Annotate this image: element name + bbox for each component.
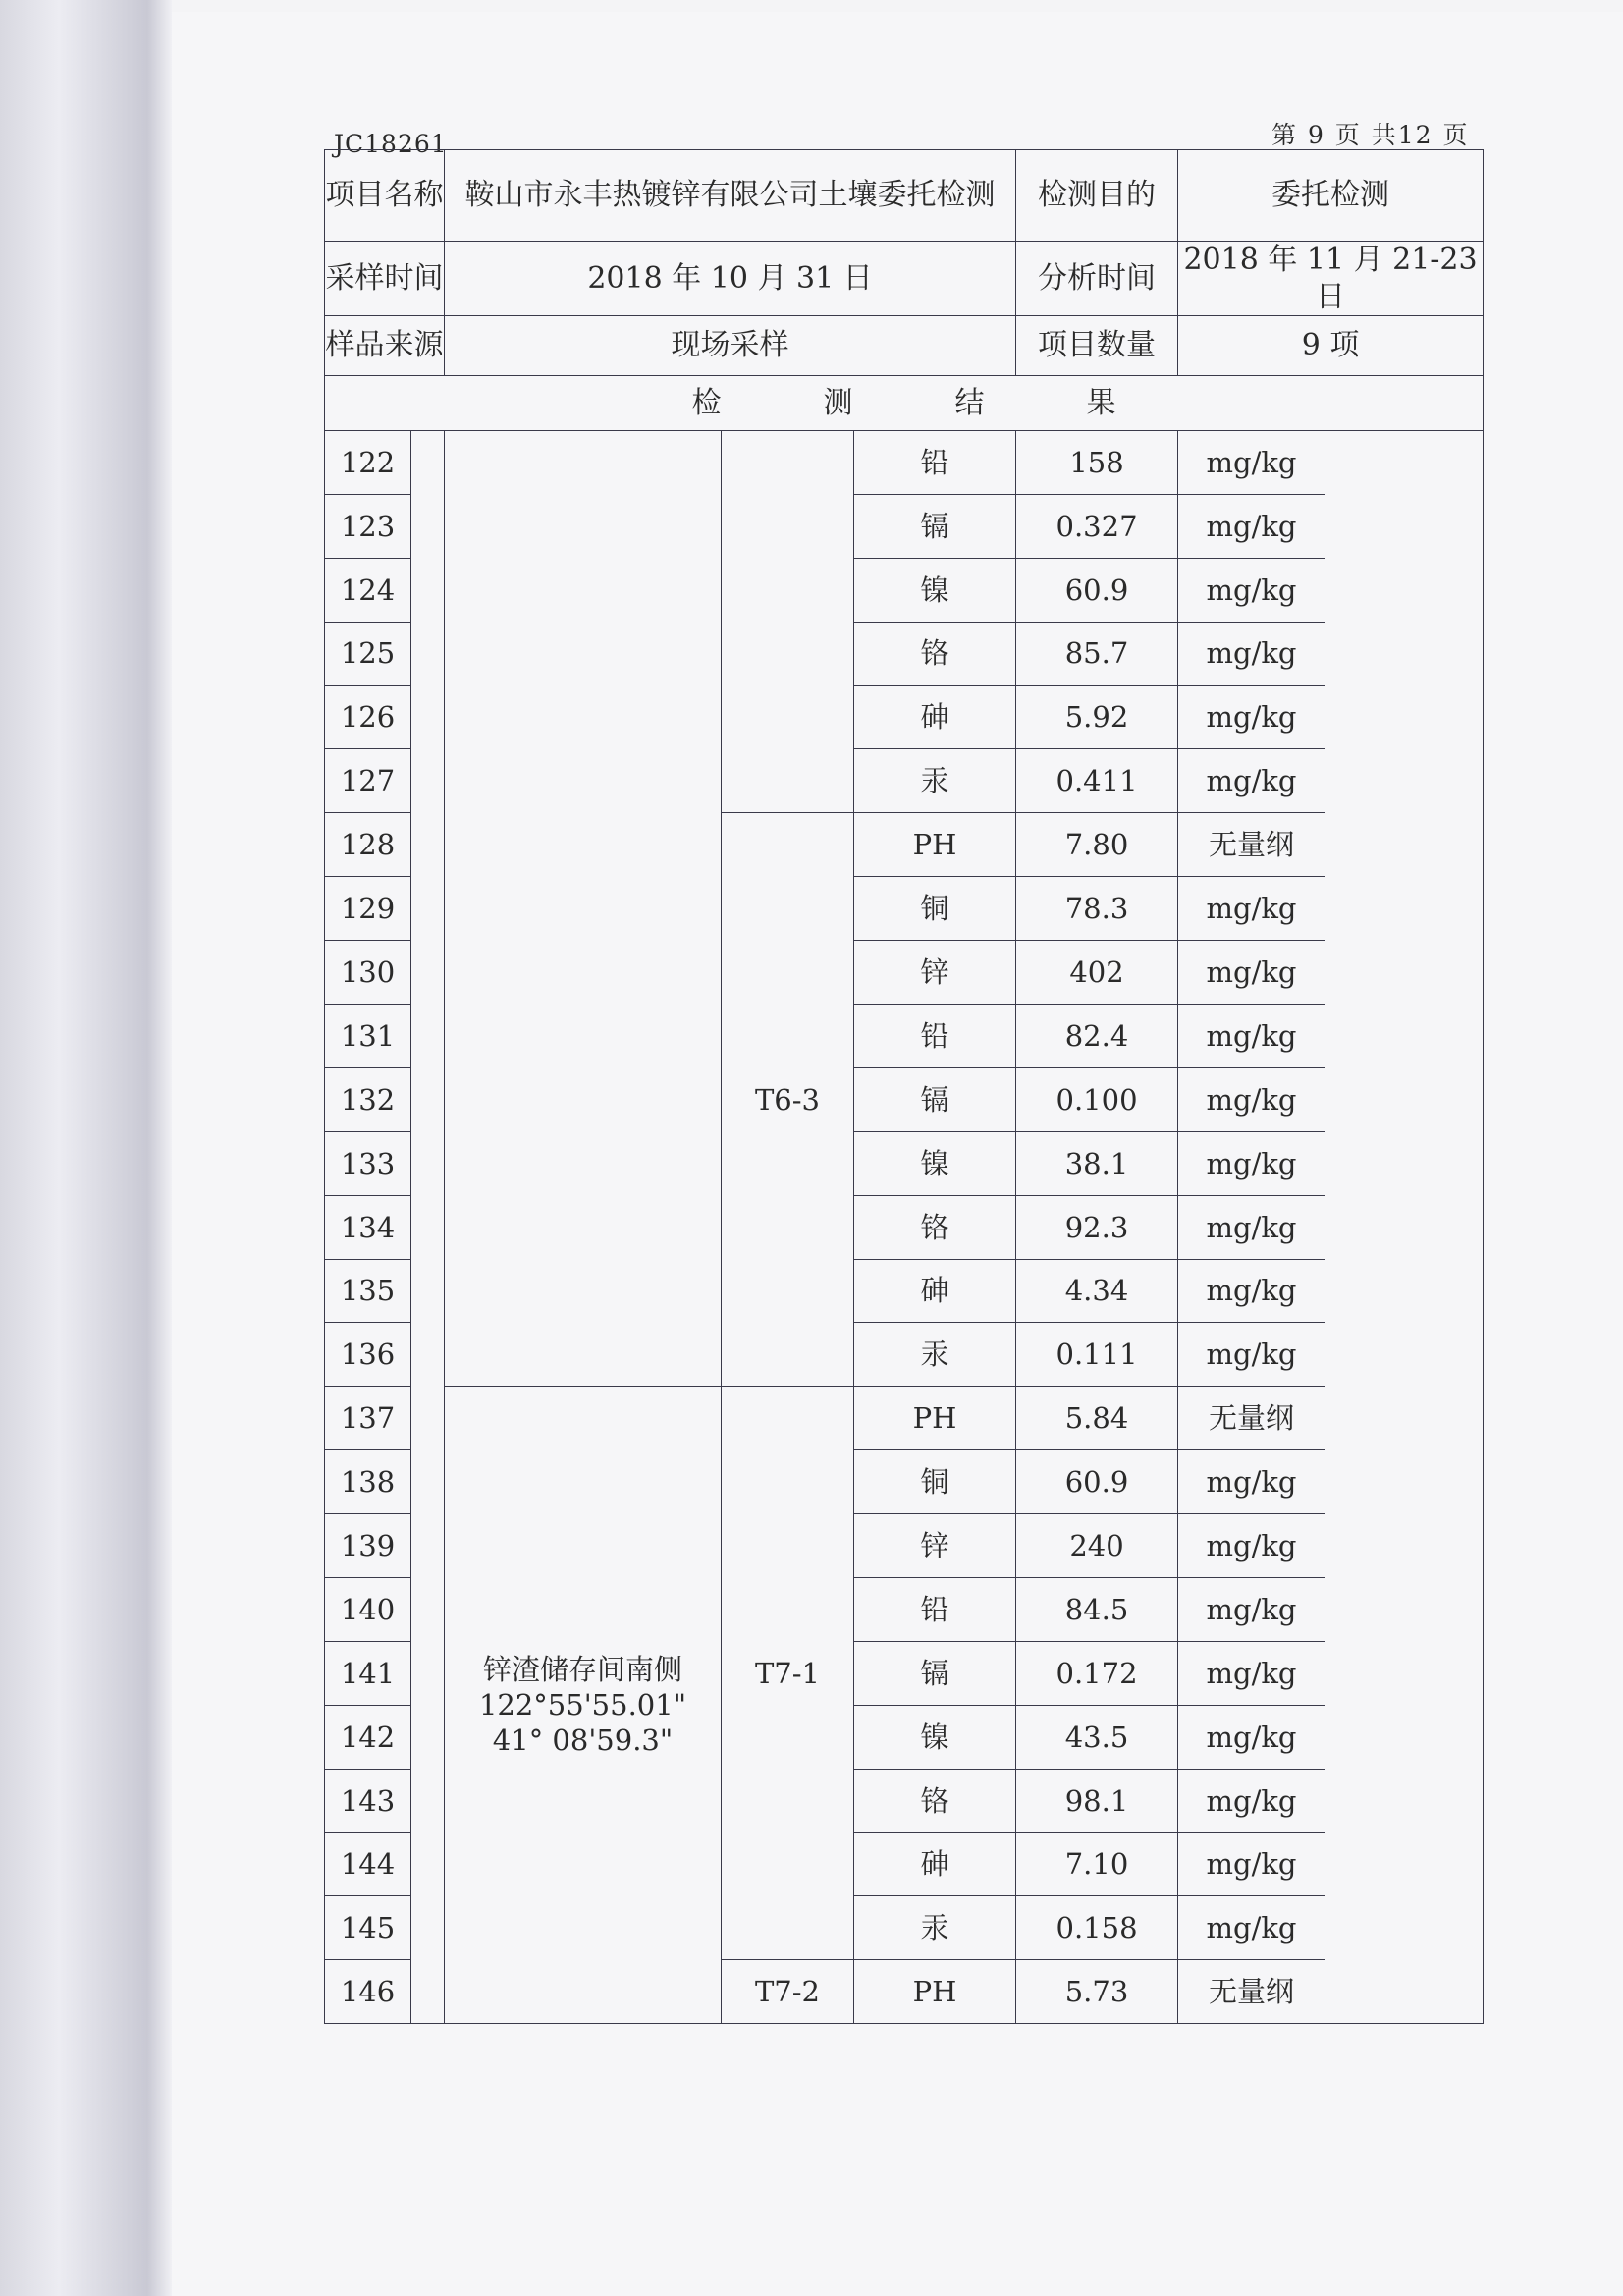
row-number: 126 (325, 685, 411, 749)
location-cell (445, 1387, 722, 2024)
info-row-time (325, 242, 1484, 316)
sampling-time-value: 2018 年 10 月 31 日 (445, 242, 1016, 316)
test-item: 镍 (854, 1131, 1016, 1195)
test-value: 5.73 (1016, 1960, 1178, 2024)
row-number: 134 (325, 1195, 411, 1259)
row-number: 146 (325, 1960, 411, 2024)
test-unit: mg/kg (1178, 431, 1325, 495)
row-number: 122 (325, 431, 411, 495)
purpose-value: 委托检测 (1178, 150, 1484, 242)
row-number: 130 (325, 941, 411, 1005)
test-unit: mg/kg (1178, 685, 1325, 749)
test-unit: mg/kg (1178, 1067, 1325, 1131)
test-value: 7.10 (1016, 1832, 1178, 1896)
test-unit: mg/kg (1178, 1323, 1325, 1387)
test-item: 铬 (854, 1195, 1016, 1259)
sample-id-cell-blank (722, 431, 854, 813)
blank-column (411, 431, 445, 2024)
report-code: JC18261 (334, 130, 448, 158)
test-unit: mg/kg (1178, 1896, 1325, 1960)
test-value: 60.9 (1016, 1450, 1178, 1514)
location-latitude: 41° 08'59.3" (492, 1723, 674, 1758)
row-number: 143 (325, 1769, 411, 1832)
sample-source-value: 现场采样 (445, 316, 1016, 376)
test-item: 锌 (854, 941, 1016, 1005)
test-value: 60.9 (1016, 558, 1178, 622)
row-number: 144 (325, 1832, 411, 1896)
test-item: 镉 (854, 1067, 1016, 1131)
test-item: 铜 (854, 877, 1016, 941)
test-unit: mg/kg (1178, 1514, 1325, 1578)
test-item: 镍 (854, 1705, 1016, 1769)
row-number: 139 (325, 1514, 411, 1578)
test-value: 5.84 (1016, 1387, 1178, 1450)
test-item: PH (854, 1960, 1016, 2024)
test-unit: mg/kg (1178, 1195, 1325, 1259)
row-number: 133 (325, 1131, 411, 1195)
test-unit: mg/kg (1178, 622, 1325, 685)
test-value: 78.3 (1016, 877, 1178, 941)
test-value: 158 (1016, 431, 1178, 495)
sample-id: T6-3 (722, 813, 854, 1387)
test-item: 锌 (854, 1514, 1016, 1578)
sample-id: T7-1 (722, 1387, 854, 1960)
test-unit: mg/kg (1178, 1769, 1325, 1832)
row-number: 141 (325, 1641, 411, 1705)
report-table (324, 149, 1484, 2024)
results-title-char: 果 (1086, 385, 1116, 420)
row-number: 138 (325, 1450, 411, 1514)
project-name-value: 鞍山市永丰热镀锌有限公司土壤委托检测 (445, 150, 1016, 242)
test-item: 铅 (854, 431, 1016, 495)
row-number: 135 (325, 1259, 411, 1323)
test-unit: mg/kg (1178, 941, 1325, 1005)
test-item: 砷 (854, 1259, 1016, 1323)
page-number: 第 9 页 共12 页 (1271, 121, 1470, 149)
test-unit: mg/kg (1178, 558, 1325, 622)
test-value: 84.5 (1016, 1578, 1178, 1642)
test-item: PH (854, 813, 1016, 877)
test-value: 402 (1016, 941, 1178, 1005)
row-number: 128 (325, 813, 411, 877)
test-value: 43.5 (1016, 1705, 1178, 1769)
test-unit: mg/kg (1178, 1450, 1325, 1514)
info-row-project (325, 150, 1484, 242)
test-unit: mg/kg (1178, 1578, 1325, 1642)
test-unit: mg/kg (1178, 1131, 1325, 1195)
test-value: 82.4 (1016, 1005, 1178, 1068)
sampling-time-label: 采样时间 (325, 242, 445, 316)
location-name: 锌渣储存间南侧 (482, 1652, 682, 1686)
row-number: 137 (325, 1387, 411, 1450)
analysis-time-value: 2018 年 11 月 21-23 日 (1178, 242, 1484, 316)
analysis-time-label: 分析时间 (1016, 242, 1178, 316)
row-number: 124 (325, 558, 411, 622)
test-item: 镍 (854, 558, 1016, 622)
row-number: 131 (325, 1005, 411, 1068)
test-unit: 无量纲 (1178, 1387, 1325, 1450)
item-count-value: 9 项 (1178, 316, 1484, 376)
test-value: 0.327 (1016, 494, 1178, 558)
test-unit: 无量纲 (1178, 813, 1325, 877)
test-value: 7.80 (1016, 813, 1178, 877)
location-longitude: 122°55'55.01" (478, 1688, 687, 1722)
row-number: 132 (325, 1067, 411, 1131)
test-item: 汞 (854, 1323, 1016, 1387)
test-unit: mg/kg (1178, 749, 1325, 813)
table-row (325, 431, 1484, 495)
test-item: 镉 (854, 1641, 1016, 1705)
test-item: 铜 (854, 1450, 1016, 1514)
test-value: 4.34 (1016, 1259, 1178, 1323)
results-title-row (325, 376, 1484, 431)
test-item: 镉 (854, 494, 1016, 558)
row-number: 142 (325, 1705, 411, 1769)
location-cell-blank (445, 431, 722, 1387)
test-item: PH (854, 1387, 1016, 1450)
row-number: 125 (325, 622, 411, 685)
test-item: 汞 (854, 1896, 1016, 1960)
test-value: 38.1 (1016, 1131, 1178, 1195)
test-value: 0.158 (1016, 1896, 1178, 1960)
row-number: 123 (325, 494, 411, 558)
test-value: 85.7 (1016, 622, 1178, 685)
binding-shadow (0, 0, 172, 2296)
test-item: 砷 (854, 1832, 1016, 1896)
test-unit: 无量纲 (1178, 1960, 1325, 2024)
test-unit: mg/kg (1178, 1705, 1325, 1769)
results-title-char: 测 (823, 385, 853, 420)
test-item: 铬 (854, 1769, 1016, 1832)
test-value: 0.111 (1016, 1323, 1178, 1387)
table-row (325, 1387, 1484, 1450)
test-unit: mg/kg (1178, 1641, 1325, 1705)
test-unit: mg/kg (1178, 1259, 1325, 1323)
purpose-label: 检测目的 (1016, 150, 1178, 242)
test-item: 汞 (854, 749, 1016, 813)
test-unit: mg/kg (1178, 494, 1325, 558)
sample-id: T7-2 (722, 1960, 854, 2024)
row-number: 127 (325, 749, 411, 813)
test-unit: mg/kg (1178, 1005, 1325, 1068)
test-value: 0.100 (1016, 1067, 1178, 1131)
test-unit: mg/kg (1178, 1832, 1325, 1896)
sample-source-label: 样品来源 (325, 316, 445, 376)
info-row-source (325, 316, 1484, 376)
test-value: 92.3 (1016, 1195, 1178, 1259)
test-unit: mg/kg (1178, 877, 1325, 941)
item-count-label: 项目数量 (1016, 316, 1178, 376)
results-title-char: 检 (691, 385, 722, 420)
row-number: 129 (325, 877, 411, 941)
test-item: 铅 (854, 1005, 1016, 1068)
row-number: 140 (325, 1578, 411, 1642)
test-value: 0.411 (1016, 749, 1178, 813)
test-value: 0.172 (1016, 1641, 1178, 1705)
test-item: 铬 (854, 622, 1016, 685)
results-title (325, 376, 1484, 431)
remarks-column (1325, 431, 1484, 2024)
row-number: 136 (325, 1323, 411, 1387)
results-title-char: 结 (954, 385, 985, 420)
test-item: 铅 (854, 1578, 1016, 1642)
row-number: 145 (325, 1896, 411, 1960)
test-value: 98.1 (1016, 1769, 1178, 1832)
test-value: 5.92 (1016, 685, 1178, 749)
test-value: 240 (1016, 1514, 1178, 1578)
test-item: 砷 (854, 685, 1016, 749)
project-name-label: 项目名称 (325, 150, 445, 242)
